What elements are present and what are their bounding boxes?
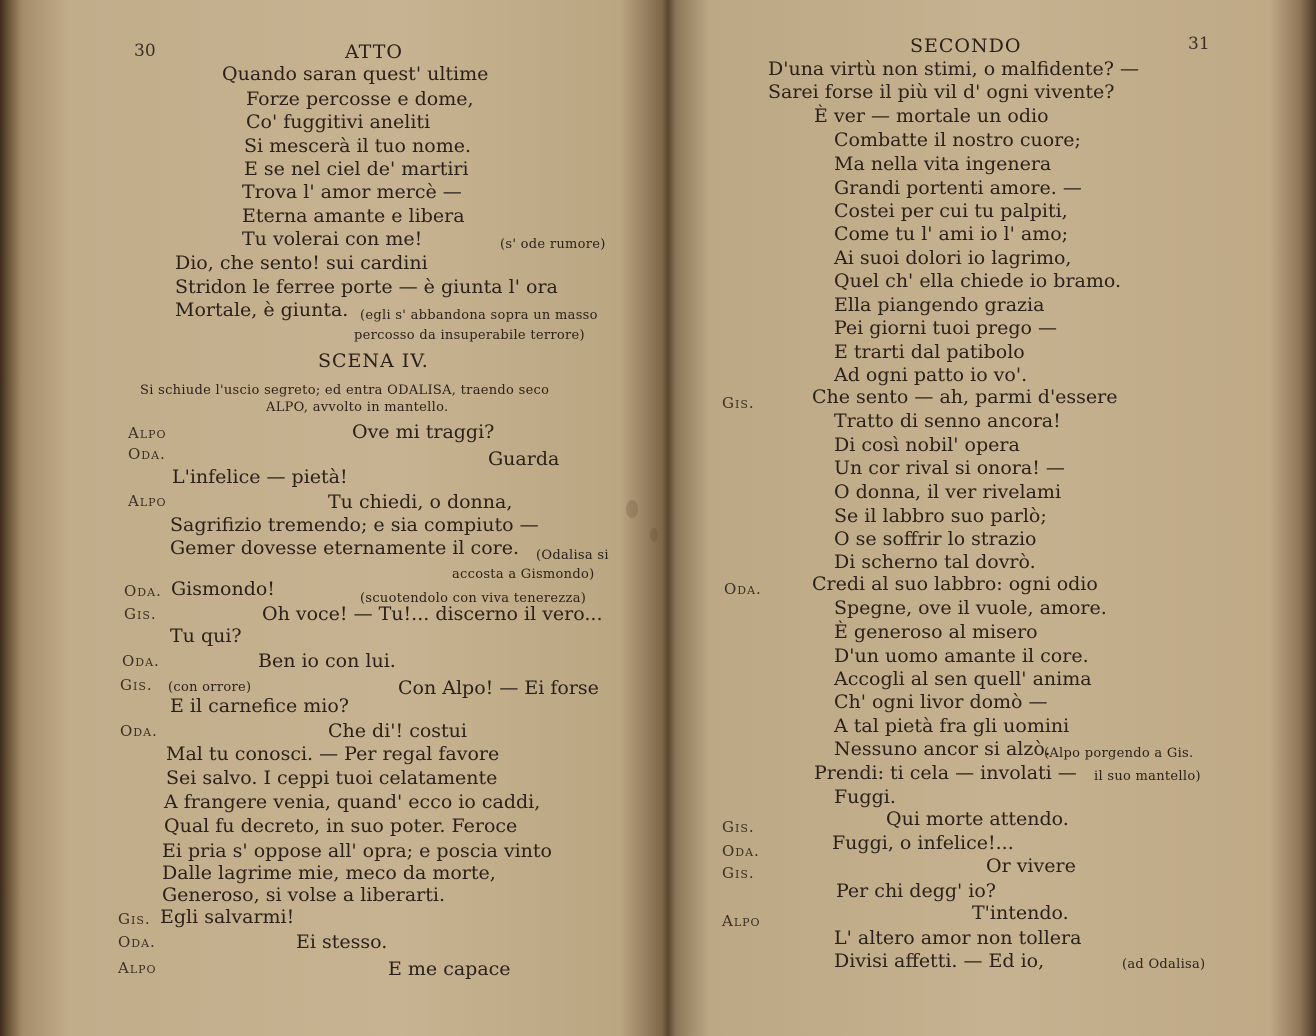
verse-line: Ma nella vita ingenera — [834, 153, 1052, 175]
stage-direction: Si schiude l'uscio segreto; ed entra ODALISA, traendo seco — [140, 383, 550, 398]
verse-line: Quel ch' ella chiede io bramo. — [834, 270, 1122, 292]
verse-line: Eterna amante e libera — [242, 205, 465, 227]
verse-line: Pei giorni tuoi prego — — [834, 317, 1057, 339]
verse-line: Generoso, si volse a liberarti. — [162, 884, 446, 906]
verse-line: Guarda — [488, 448, 560, 470]
speaker-label: Gis. — [124, 605, 157, 623]
verse-line: Dalle lagrime mie, meco da morte, — [162, 862, 496, 884]
verse-line: Tratto di senno ancora! — [834, 410, 1061, 432]
verse-line: Fuggi. — [834, 786, 896, 808]
verse-line: O se soffrir lo strazio — [834, 528, 1037, 550]
verse-line: Accogli al sen quell' anima — [834, 668, 1092, 690]
stage-direction: percosso da insuperabile terrore) — [354, 328, 585, 343]
verse-line: E me capace — [388, 958, 511, 980]
speaker-label: Oda. — [724, 580, 762, 598]
stage-direction: (Alpo porgendo a Gis. — [1044, 746, 1194, 761]
page-number: 31 — [1188, 34, 1210, 54]
verse-line: Gemer dovesse eternamente il core. — [170, 537, 519, 559]
speaker-label: Alpo — [128, 424, 167, 442]
verse-line: Che di'! costui — [328, 720, 467, 742]
speaker-label: Gis. — [722, 864, 755, 882]
verse-line: Ai suoi dolori io lagrimo, — [834, 247, 1072, 269]
paper-stain — [626, 500, 638, 518]
stage-direction: ALPO, avvolto in mantello. — [266, 400, 449, 415]
verse-line: Combatte il nostro cuore; — [834, 129, 1081, 151]
verse-line: O donna, il ver rivelami — [834, 481, 1062, 503]
stage-direction: (con orrore) — [168, 680, 252, 695]
speaker-label: Oda. — [124, 582, 162, 600]
speaker-label: Oda. — [122, 652, 160, 670]
verse-line: Qual fu decreto, in suo poter. Feroce — [164, 815, 518, 837]
speaker-label: Oda. — [118, 933, 156, 951]
scene-heading: SCENA IV. — [318, 350, 429, 372]
verse-line: Quando saran quest' ultime — [222, 63, 489, 85]
verse-line: Dio, che sento! sui cardini — [175, 252, 428, 274]
verse-line: Nessuno ancor si alzò. — [834, 738, 1051, 760]
verse-line: Gismondo! — [171, 578, 275, 600]
verse-line: Trova l' amor mercè — — [242, 181, 462, 203]
speaker-label: Oda. — [722, 842, 760, 860]
speaker-label: Gis. — [722, 394, 755, 412]
verse-line: Ch' ogni livor domò — — [834, 691, 1048, 713]
verse-line: E il carnefice mio? — [170, 695, 349, 717]
verse-line: Ad ogni patto io vo'. — [834, 364, 1028, 386]
verse-line: Ben io con lui. — [258, 650, 396, 672]
verse-line: Che sento — ah, parmi d'essere — [812, 386, 1118, 408]
verse-line: Sei salvo. I ceppi tuoi celatamente — [166, 767, 498, 789]
stage-direction: (Odalisa si — [536, 548, 609, 563]
verse-line: Ove mi traggi? — [352, 421, 495, 443]
verse-line: D'un uomo amante il core. — [834, 645, 1089, 667]
paper-stain — [650, 528, 658, 542]
speaker-label: Alpo — [722, 912, 761, 930]
verse-line: Ei stesso. — [296, 931, 388, 953]
verse-line: Fuggi, o infelice!... — [832, 832, 1014, 854]
verse-line: Se il labbro suo parlò; — [834, 505, 1047, 527]
stage-direction: accosta a Gismondo) — [452, 567, 595, 582]
verse-line: L'infelice — pietà! — [172, 466, 348, 488]
stage-direction: (s' ode rumore) — [500, 237, 606, 252]
speaker-label: Oda. — [128, 445, 166, 463]
verse-line: Prendi: ti cela — involati — — [814, 762, 1077, 784]
speaker-label: Alpo — [128, 492, 167, 510]
verse-line: Per chi degg' io? — [836, 880, 996, 902]
verse-line: Egli salvarmi! — [160, 906, 295, 928]
verse-line: Di scherno tal dovrò. — [834, 551, 1036, 573]
verse-line: Tu volerai con me! — [242, 228, 423, 250]
verse-line: Ei pria s' oppose all' opra; e poscia vinto — [162, 840, 552, 862]
verse-line: E se nel ciel de' martiri — [244, 158, 469, 180]
verse-line: Oh voce! — Tu!... discerno il vero... — [262, 603, 603, 625]
speaker-label: Gis. — [120, 676, 153, 694]
verse-line: Sagrifizio tremendo; e sia compiuto — — [170, 514, 539, 536]
verse-line: L' altero amor non tollera — [834, 927, 1082, 949]
verse-line: Costei per cui tu palpiti, — [834, 200, 1068, 222]
verse-line: Or vivere — [986, 855, 1076, 877]
verse-line: E trarti dal patibolo — [834, 341, 1025, 363]
verse-line: Sarei forse il più vil d' ogni vivente? — [768, 81, 1115, 103]
verse-line: T'intendo. — [972, 902, 1069, 924]
verse-line: Forze percosse e dome, — [246, 88, 474, 110]
verse-line: Come tu l' ami io l' amo; — [834, 223, 1069, 245]
right-page — [668, 0, 1316, 1036]
stage-direction: (egli s' abbandona sopra un masso — [360, 308, 598, 323]
verse-line: D'una virtù non stimi, o malfidente? — — [768, 58, 1140, 80]
verse-line: Tu qui? — [170, 625, 242, 647]
verse-line: Un cor rival si onora! — — [834, 457, 1065, 479]
verse-line: A tal pietà fra gli uomini — [834, 715, 1070, 737]
verse-line: Divisi affetti. — Ed io, — [834, 950, 1045, 972]
running-head: ATTO — [345, 41, 403, 63]
verse-line: Qui morte attendo. — [886, 808, 1069, 830]
speaker-label: Gis. — [722, 818, 755, 836]
verse-line: Tu chiedi, o donna, — [328, 491, 513, 513]
running-head: SECONDO — [910, 35, 1022, 57]
stage-direction: il suo mantello) — [1094, 769, 1201, 784]
verse-line: A frangere venia, quand' ecco io caddi, — [164, 791, 541, 813]
verse-line: Mortale, è giunta. — [175, 299, 349, 321]
verse-line: Ella piangendo grazia — [834, 294, 1045, 316]
verse-line: È ver — mortale un odio — [814, 105, 1049, 127]
speaker-label: Oda. — [120, 722, 158, 740]
verse-line: Stridon le ferree porte — è giunta l' ora — [175, 276, 558, 298]
speaker-label: Alpo — [118, 959, 157, 977]
stage-direction: (scuotendolo con viva tenerezza) — [360, 591, 587, 606]
verse-line: Grandi portenti amore. — — [834, 177, 1082, 199]
verse-line: È generoso al misero — [834, 621, 1038, 643]
page-number: 30 — [134, 41, 156, 61]
verse-line: Mal tu conosci. — Per regal favore — [166, 743, 500, 765]
speaker-label: Gis. — [118, 910, 151, 928]
stage-direction: (ad Odalisa) — [1122, 957, 1206, 972]
verse-line: Si mescerà il tuo nome. — [244, 135, 471, 157]
verse-line: Con Alpo! — Ei forse — [398, 677, 599, 699]
verse-line: Co' fuggitivi aneliti — [246, 111, 431, 133]
verse-line: Credi al suo labbro: ogni odio — [812, 573, 1098, 595]
verse-line: Spegne, ove il vuole, amore. — [834, 597, 1107, 619]
verse-line: Di così nobil' opera — [834, 434, 1020, 456]
